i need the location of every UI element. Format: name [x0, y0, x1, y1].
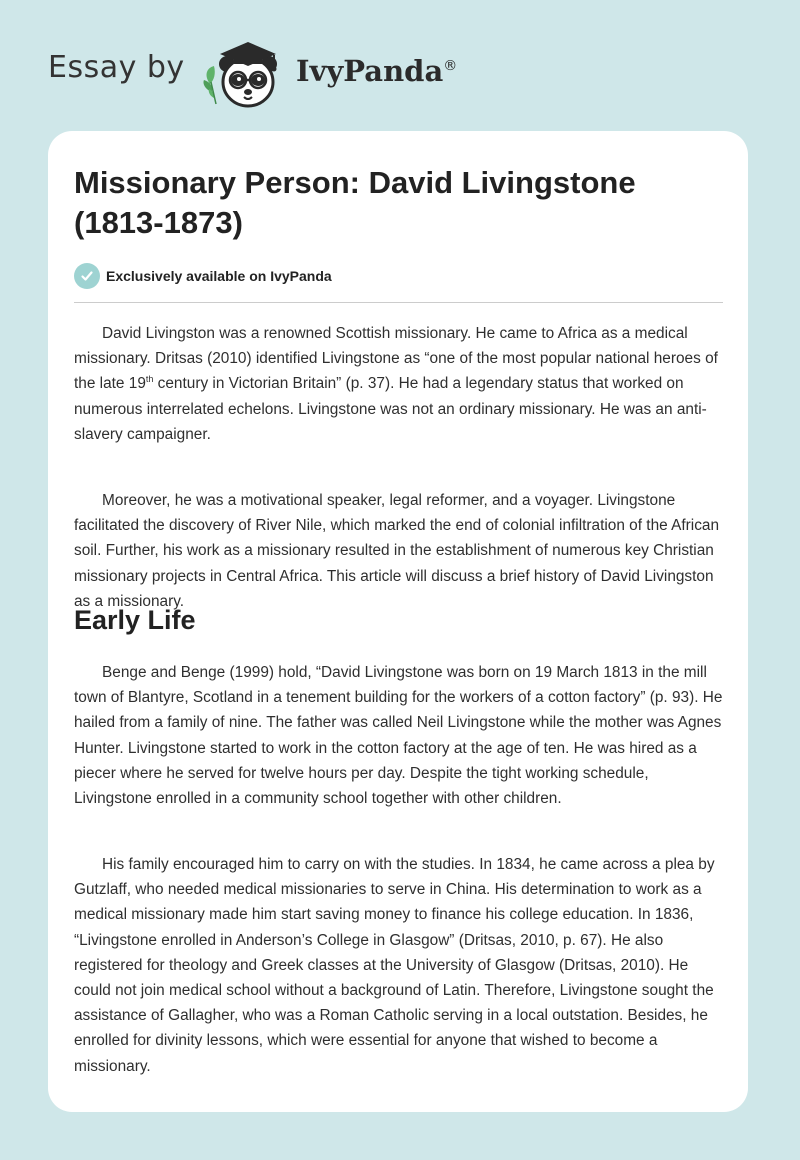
superscript-th: th	[145, 374, 154, 385]
title-divider	[74, 302, 723, 303]
exclusive-badge	[74, 263, 332, 289]
check-circle-icon	[74, 263, 100, 289]
paragraph-2: Moreover, he was a motivational speaker, legal reformer, and a voyager. Livingstone facilitated the discovery of River Nile, which marked the end of colonial infiltration of the African soil. Further, his work as a missionary resulted in the establishment of numerous key Christian missionary projects in Central Africa. This article will discuss a brief history of David Livingston as a missionary.	[74, 492, 720, 610]
essay-card	[48, 131, 748, 1112]
page-title: Missionary Person: David Livingstone (1813-1873)	[74, 165, 636, 240]
brand-name[interactable]	[296, 54, 457, 88]
registered-mark: ®	[443, 58, 458, 74]
badge-label: Exclusively available on IvyPanda	[106, 268, 332, 284]
paragraph-4: His family encouraged him to carry on with the studies. In 1834, he came across a plea by Gutzlaff, who needed medical missionaries to serve in China. His determination to work as a medical missionary made him start saving money to finance his college education. In 1836, “Livingstone enrolled in Anderson’s College in Glasgow” (Dritsas, 2010, p. 67). He also registered for theology and Greek classes at the University of Glasgow (Dritsas, 2010). He could not join medical school without a background of Latin. Therefore, Livingstone sought the assistance of Gallagher, who was a Roman Catholic serving in a local outstation. Besides, he enrolled for divinity lessons, which were essential for anyone that wished to become a missionary.	[74, 856, 715, 1075]
panda-graduate-logo-icon[interactable]	[200, 34, 292, 110]
paragraph-3: Benge and Benge (1999) hold, “David Livingstone was born on 19 March 1813 in the mill town of Blantyre, Scotland in a tenement building for the workers of a cotton factory” (p. 93). He hailed from a family of nine. The father was called Neil Livingstone while the mother was Agnes Hunter. Livingstone started to work in the cotton factory at the age of ten. He was hired as a piecer where he served for twelve hours per day. Despite the tight working schedule, Livingstone enrolled in a community school together with other children.	[74, 664, 723, 808]
paragraph-1	[74, 321, 726, 447]
section-heading-early-life: Early Life	[74, 605, 196, 635]
essay-by-label: Essay by	[48, 50, 185, 85]
paragraph-1-part-a: David Livingston was a renowned Scottish missionary. He came to Africa as a medical missionary. Dritsas (2010) identified Livingstone as “one of the most popular national heroes of the late 19	[74, 325, 718, 393]
site-header	[0, 0, 800, 130]
brand-text: IvyPanda	[296, 54, 444, 88]
paragraph-1-part-b: century in Victorian Britain” (p. 37). He had a legendary status that worked on numerous interrelated echelons. Livingstone was not an ordinary missionary. He was an anti-slavery campaigner.	[74, 375, 707, 443]
